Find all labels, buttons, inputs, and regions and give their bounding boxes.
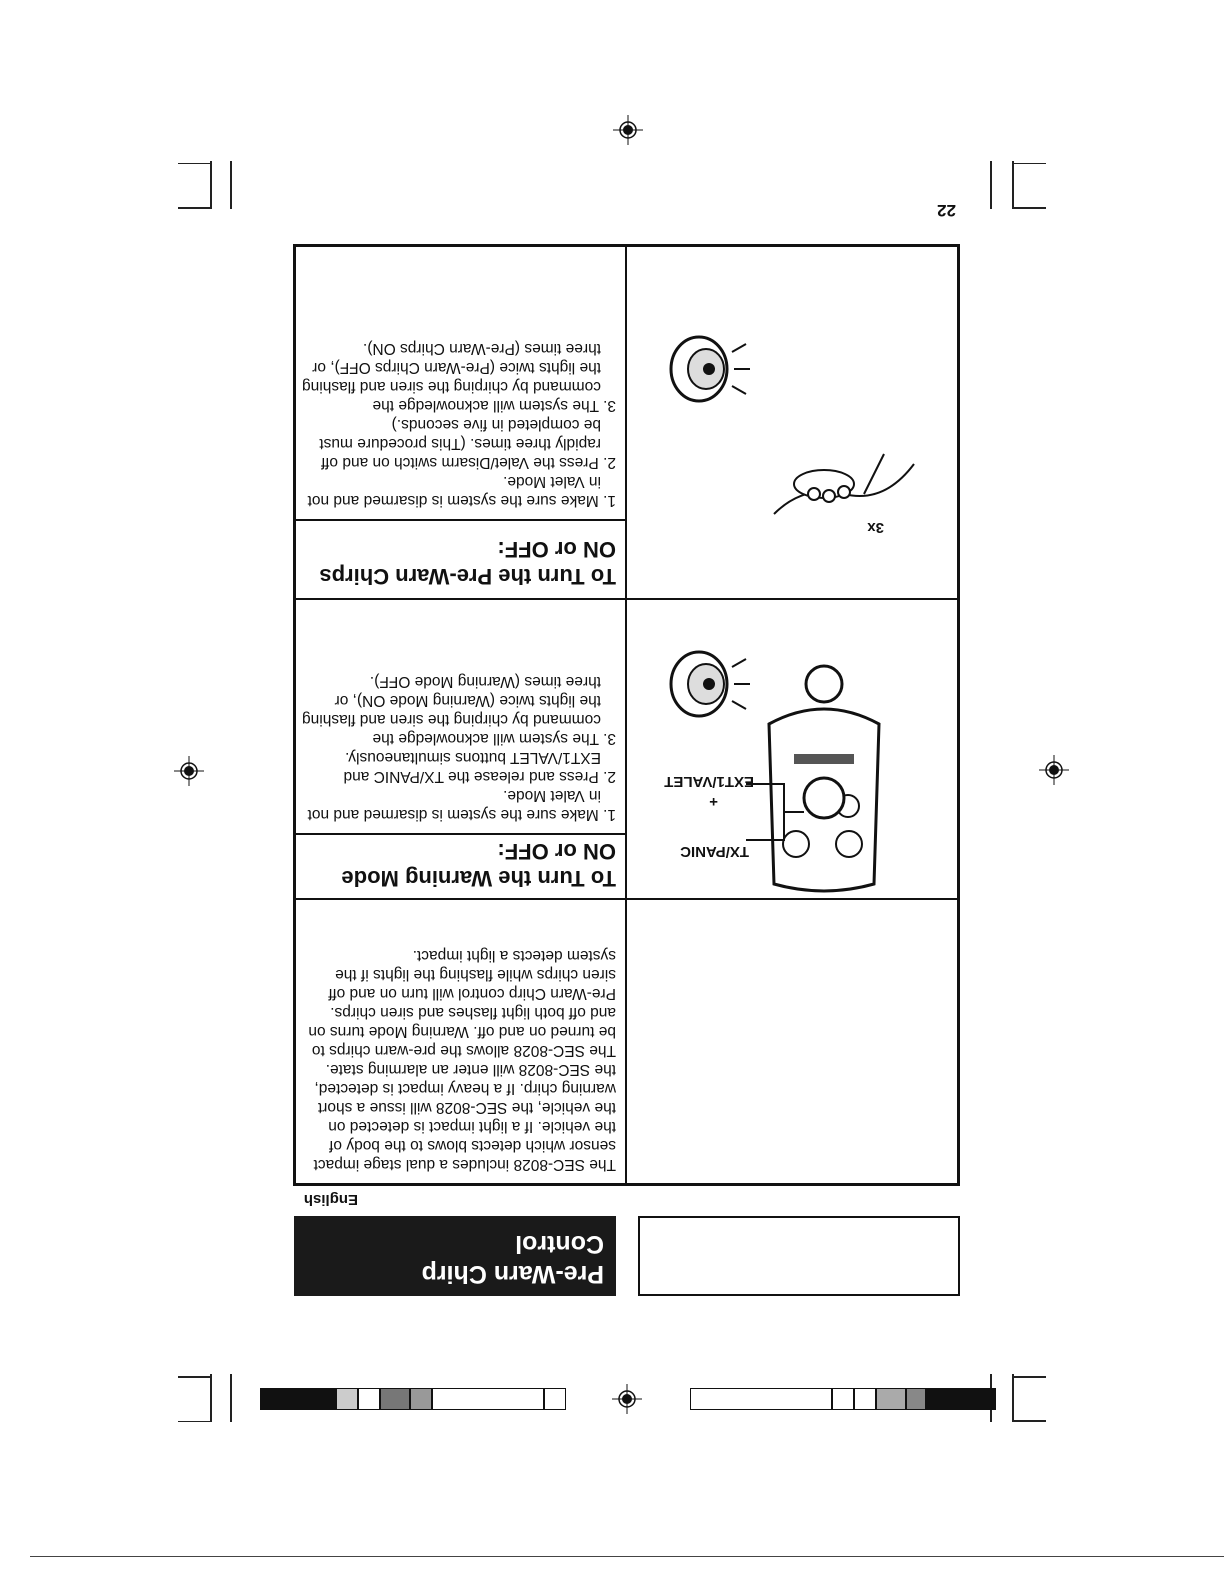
crop-mark: [178, 1421, 212, 1422]
crop-mark: [230, 1374, 232, 1422]
pre-warn-step-2: 2. Press the Valet/Disarm switch on and off rapidly three times. (This procedure must be completed in five seconds.): [319, 416, 616, 471]
warning-step-1: 1. Make sure the system is disarmed and not in Valet Mode.: [307, 787, 616, 823]
registration-mark-icon: [613, 115, 643, 145]
crop-mark: [1012, 207, 1046, 209]
blank-box: [638, 1216, 960, 1296]
column-divider: [625, 244, 627, 1186]
page-number: 22: [937, 201, 956, 220]
crop-mark: [990, 161, 992, 209]
hand-switch-icon: [764, 444, 924, 544]
language-label: English: [303, 1191, 358, 1208]
intro-paragraph: The SEC-8028 includes a dual stage impact sensor which detects blows to the body of the vehicle. If a light impact is detected on the vehicle, the SEC-8028 will issue a short warning chirp. If a heavy impact is detected, the SEC-8028 will enter an alarming state. The SEC-8028 allows the pre-warn chirps to be turned on and off. Warning Mode turns on and off both light flashes and siren chirps. Pre-Warn Chirp control will turn on and off siren chirps while flashing the lights if the system detects a light impact.: [308, 947, 616, 1173]
title-line-2: Control: [515, 1230, 604, 1258]
crop-mark: [1012, 1420, 1046, 1422]
siren-icon: [664, 639, 754, 729]
warning-mode-heading: To Turn the Warning Mode ON or OFF:: [341, 839, 616, 891]
siren-icon: [664, 324, 754, 414]
pre-warn-step-1: 1. Make sure the system is disarmed and not in Valet Mode.: [307, 473, 616, 509]
crop-mark: [178, 163, 212, 164]
heading-divider: [293, 519, 627, 521]
plus-label: +: [709, 793, 718, 810]
crop-mark: [1012, 1376, 1046, 1378]
warning-step-3: 3. The system will acknowledge the command by chirping the siren and flashing the lights twice (Warning Mode ON), or three times (Warning Mode OFF).: [302, 673, 616, 747]
crop-mark: [178, 207, 212, 209]
crop-mark: [230, 161, 232, 209]
crop-mark: [210, 161, 212, 209]
row-divider: [293, 898, 960, 900]
button-callout-lines: [744, 774, 804, 854]
tx-panic-label: TX/PANIC: [680, 843, 749, 860]
warning-mode-steps: [302, 672, 616, 824]
crop-mark: [210, 1374, 212, 1422]
pre-warn-steps: [302, 339, 616, 510]
calibration-bar: [690, 1388, 996, 1410]
registration-mark-icon: [1039, 755, 1069, 785]
crop-mark: [178, 1376, 212, 1378]
registration-mark-icon: [612, 1384, 642, 1414]
title-line-1: Pre-Warn Chirp: [421, 1260, 604, 1288]
row-divider: [293, 598, 960, 600]
ext1-valet-label: EXT1/VALET: [664, 773, 754, 790]
pre-warn-step-3: 3. The system will acknowledge the command by chirping the siren and flashing the lights twice (Pre-Warn Chirps OFF), or three times (Pre-Warn Chirps ON).: [302, 340, 616, 414]
crop-mark: [1012, 1374, 1014, 1422]
crop-mark: [1012, 163, 1046, 164]
press-count-label: 3x: [867, 519, 884, 536]
pre-warn-heading: To Turn the Pre-Warn Chirps ON or OFF:: [319, 537, 616, 589]
crop-mark: [1012, 161, 1014, 209]
warning-step-2: 2. Press and release the TX/PANIC and EXT1/VALET buttons simultaneously.: [343, 749, 616, 785]
heading-divider: [293, 833, 627, 835]
page-title: [294, 1216, 616, 1296]
registration-mark-icon: [174, 756, 204, 786]
scan-edge-line: [30, 1556, 1224, 1557]
calibration-bar: [260, 1388, 566, 1410]
